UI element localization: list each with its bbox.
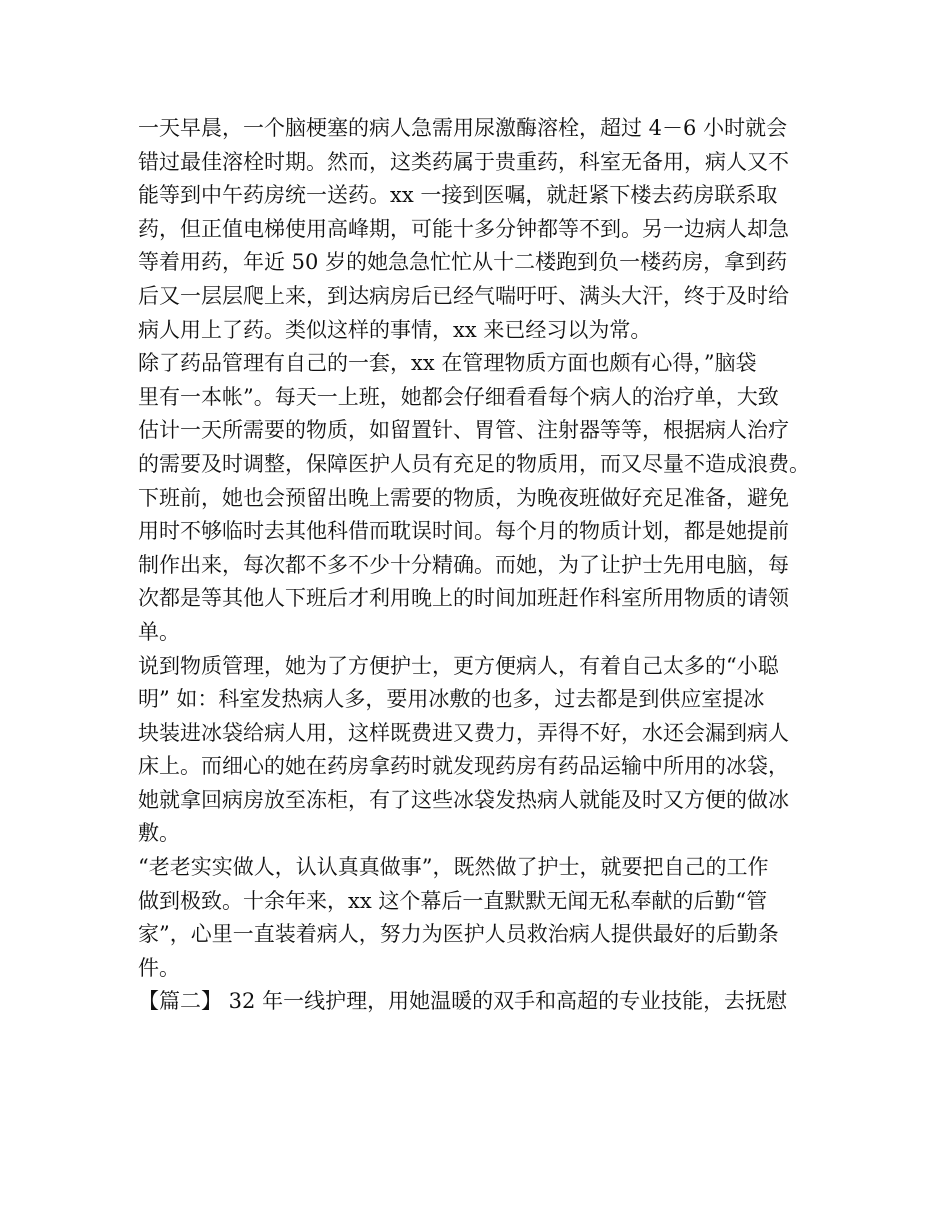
text-line: 等着用药，年近 50 岁的她急急忙忙从十二楼跑到负一楼药房，拿到药 (138, 250, 788, 275)
text-line: 说到物质管理，她为了方便护士，更方便病人，有着自己太多的“小聪 (138, 653, 779, 678)
text-line: 制作出来，每次都不多不少十分精确。而她，为了让护士先用电脑，每 (138, 552, 789, 577)
text-line: 能等到中午药房统一送药。xx 一接到医嘱，就赶紧下楼去药房联系取 (138, 183, 778, 208)
text-line: “老老实实做人，认认真真做事”，既然做了护士，就要把自己的工作 (138, 855, 769, 880)
text-line: 敷。 (138, 821, 180, 846)
text-line: 下班前，她也会预留出晚上需要的物质，为晚夜班做好充足准备，避免 (138, 485, 789, 510)
text-line: 她就拿回病房放至冻柜，有了这些冰袋发热病人就能及时又方便的做冰 (138, 787, 789, 812)
text-line: 错过最佳溶栓时期。然而，这类药属于贵重药，科室无备用，病人又不 (138, 149, 789, 174)
text-line: 药，但正值电梯使用高峰期，可能十多分钟都等不到。另一边病人却急 (138, 216, 789, 241)
text-line: 病人用上了药。类似这样的事情，xx 来已经习以为常。 (138, 317, 652, 342)
text-line: 家”，心里一直装着病人，努力为医护人员救治病人提供最好的后勤条 (138, 922, 779, 947)
text-line: 次都是等其他人下班后才利用晚上的时间加班赶作科室所用物质的请领 (138, 586, 789, 611)
text-line: 单。 (138, 619, 180, 644)
text-line: 【篇二】 32 年一线护理，用她温暖的双手和高超的专业技能，去抚慰 (138, 989, 788, 1014)
text-line: 一天早晨，一个脑梗塞的病人急需用尿激酶溶栓，超过 4－6 小时就会 (138, 116, 788, 140)
text-line: 估计一天所需要的物质，如留置针、胃管、注射器等等，根据病人治疗 (138, 418, 789, 443)
text-line: 用时不够临时去其他科借而耽误时间。每个月的物质计划，都是她提前 (138, 519, 789, 544)
text-line: 明” 如：科室发热病人多，要用冰敷的也多，过去都是到供应室提冰 (138, 687, 765, 712)
text-line: 做到极致。十余年来，xx 这个幕后一直默默无闻无私奉献的后勤“管 (138, 888, 768, 913)
text-line: 件。 (138, 955, 180, 980)
text-line: 除了药品管理有自己的一套，xx 在管理物质方面也颇有心得，”脑袋 (138, 351, 757, 376)
text-line: 床上。而细心的她在药房拿药时就发现药房有药品运输中所用的冰袋， (138, 754, 789, 779)
text-line: 的需要及时调整，保障医护人员有充足的物质用，而又尽量不造成浪费。 (138, 451, 810, 476)
text-line: 后又一层层爬上来，到达病房后已经气喘吁吁、满头大汗，终于及时给 (138, 283, 789, 308)
document-body (138, 112, 828, 1019)
text-line: 块装进冰袋给病人用，这样既费进又费力，弄得不好，水还会漏到病人 (138, 720, 789, 745)
text-line: 里有一本帐”。每天一上班，她都会仔细看看每个病人的治疗单，大致 (138, 384, 779, 409)
